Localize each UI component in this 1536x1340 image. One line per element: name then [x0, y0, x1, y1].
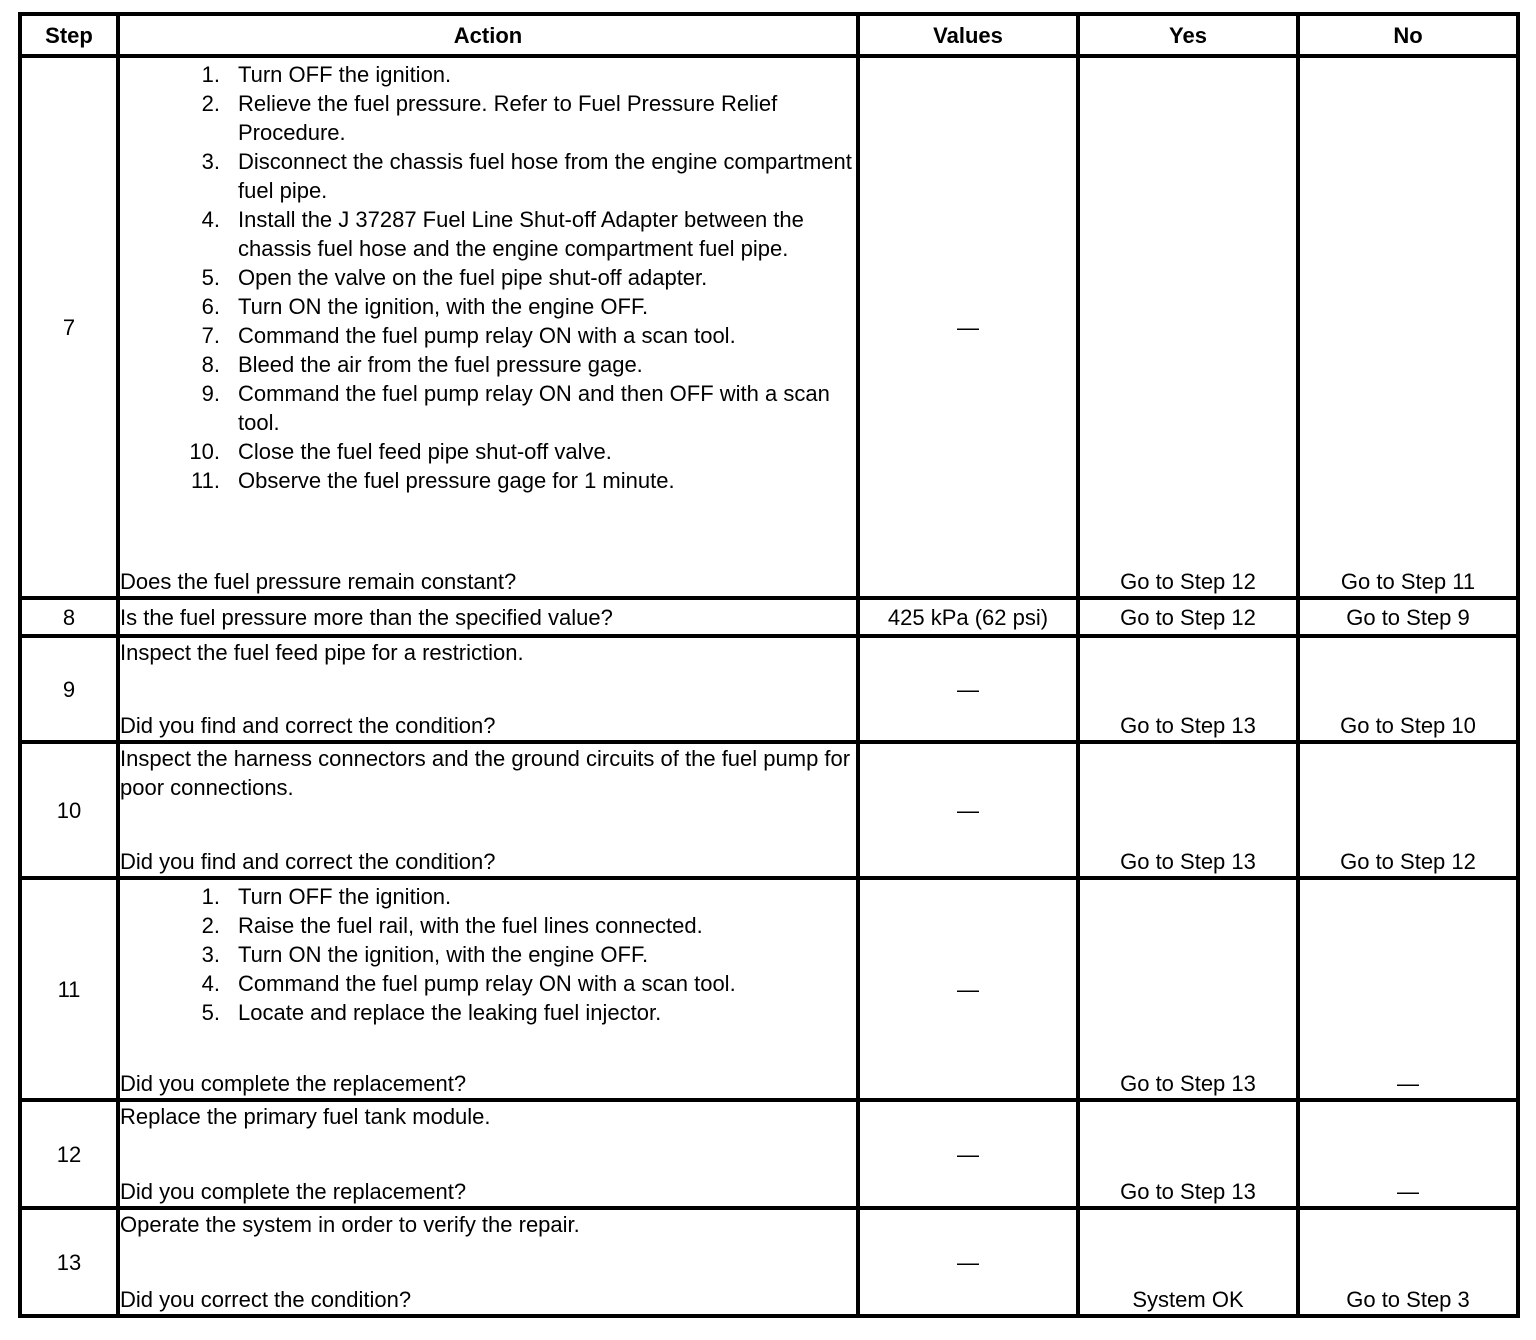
table-row [20, 878, 1518, 1100]
action-cell [118, 56, 858, 598]
question-text: Did you correct the condition? [120, 1287, 412, 1312]
no-cell: Go to Step 10 [1298, 636, 1518, 742]
list-item: 4. Command the fuel pump relay ON with a scan tool. [201, 971, 736, 996]
table-row [20, 56, 1518, 598]
step-number: 7 [20, 56, 118, 598]
action-cell [118, 742, 858, 878]
values-cell: — [858, 878, 1078, 1100]
table-row [20, 1208, 1518, 1316]
list-item: 8. Bleed the air from the fuel pressure gage. [201, 352, 643, 377]
yes-cell: Go to Step 13 [1078, 1100, 1298, 1208]
yes-cell: Go to Step 12 [1078, 598, 1298, 636]
question-text: Did you complete the replacement? [120, 1071, 467, 1096]
action-cell [118, 1100, 858, 1208]
step-number: 8 [20, 598, 118, 636]
list-item: 7. Command the fuel pump relay ON with a scan tool. [201, 323, 736, 348]
header-values: Values [858, 14, 1078, 56]
action-cell [118, 878, 858, 1100]
step-number: 10 [20, 742, 118, 878]
yes-cell: Go to Step 13 [1078, 742, 1298, 878]
values-cell: — [858, 1100, 1078, 1208]
header-action: Action [118, 14, 858, 56]
procedure-list [120, 882, 856, 1027]
values-cell: — [858, 742, 1078, 878]
values-cell: — [858, 1208, 1078, 1316]
yes-cell: Go to Step 12 [1078, 56, 1298, 598]
procedure-list [120, 60, 856, 495]
list-item: 1. Turn OFF the ignition. [201, 62, 452, 87]
yes-cell: Go to Step 13 [1078, 636, 1298, 742]
yes-cell: Go to Step 13 [1078, 878, 1298, 1100]
list-item: 4. Install the J 37287 Fuel Line Shut-off Adapter between the chassis fuel hose and the engine compartment fuel pipe. [201, 207, 804, 261]
description-text: Replace the primary fuel tank module. [120, 1104, 491, 1129]
list-item: 2. Raise the fuel rail, with the fuel lines connected. [201, 913, 703, 938]
step-number: 11 [20, 878, 118, 1100]
table-row [20, 636, 1518, 742]
step-number: 9 [20, 636, 118, 742]
question-text: Did you find and correct the condition? [120, 849, 496, 874]
diagnostic-table [18, 12, 1520, 1318]
action-cell [118, 598, 858, 636]
values-cell: 425 kPa (62 psi) [858, 598, 1078, 636]
list-item: 11. Observe the fuel pressure gage for 1 minute. [191, 468, 675, 493]
table-row [20, 742, 1518, 878]
description-text: Inspect the fuel feed pipe for a restriction. [120, 640, 524, 665]
list-item: 5. Locate and replace the leaking fuel injector. [201, 1000, 662, 1025]
no-cell: Go to Step 3 [1298, 1208, 1518, 1316]
values-cell: — [858, 56, 1078, 598]
list-item: 2. Relieve the fuel pressure. Refer to Fuel Pressure Relief Procedure. [201, 91, 778, 145]
yes-cell: System OK [1078, 1208, 1298, 1316]
values-cell: — [858, 636, 1078, 742]
description-text: Inspect the harness connectors and the ground circuits of the fuel pump for poor connections. [120, 746, 851, 800]
list-item: 1. Turn OFF the ignition. [201, 884, 452, 909]
header-yes: Yes [1078, 14, 1298, 56]
no-cell: Go to Step 12 [1298, 742, 1518, 878]
no-cell: — [1298, 878, 1518, 1100]
list-item: 3. Disconnect the chassis fuel hose from the engine compartment fuel pipe. [201, 149, 852, 203]
list-item: 10. Close the fuel feed pipe shut-off valve. [189, 439, 612, 464]
step-number: 12 [20, 1100, 118, 1208]
no-cell: — [1298, 1100, 1518, 1208]
header-no: No [1298, 14, 1518, 56]
no-cell: Go to Step 11 [1298, 56, 1518, 598]
no-cell: Go to Step 9 [1298, 598, 1518, 636]
list-item: 6. Turn ON the ignition, with the engine OFF. [201, 294, 649, 319]
step-number: 13 [20, 1208, 118, 1316]
question-text: Did you complete the replacement? [120, 1179, 467, 1204]
list-item: 5. Open the valve on the fuel pipe shut-off adapter. [201, 265, 708, 290]
action-cell [118, 636, 858, 742]
question-text: Did you find and correct the condition? [120, 713, 496, 738]
header-step: Step [20, 14, 118, 56]
question-text: Is the fuel pressure more than the specified value? [120, 604, 613, 630]
table-row [20, 1100, 1518, 1208]
table-row [20, 598, 1518, 636]
list-item: 9. Command the fuel pump relay ON and then OFF with a scan tool. [201, 381, 830, 435]
question-text: Does the fuel pressure remain constant? [120, 569, 517, 594]
header-row [20, 14, 1518, 56]
description-text: Operate the system in order to verify the repair. [120, 1212, 580, 1237]
action-cell [118, 1208, 858, 1316]
list-item: 3. Turn ON the ignition, with the engine OFF. [201, 942, 649, 967]
